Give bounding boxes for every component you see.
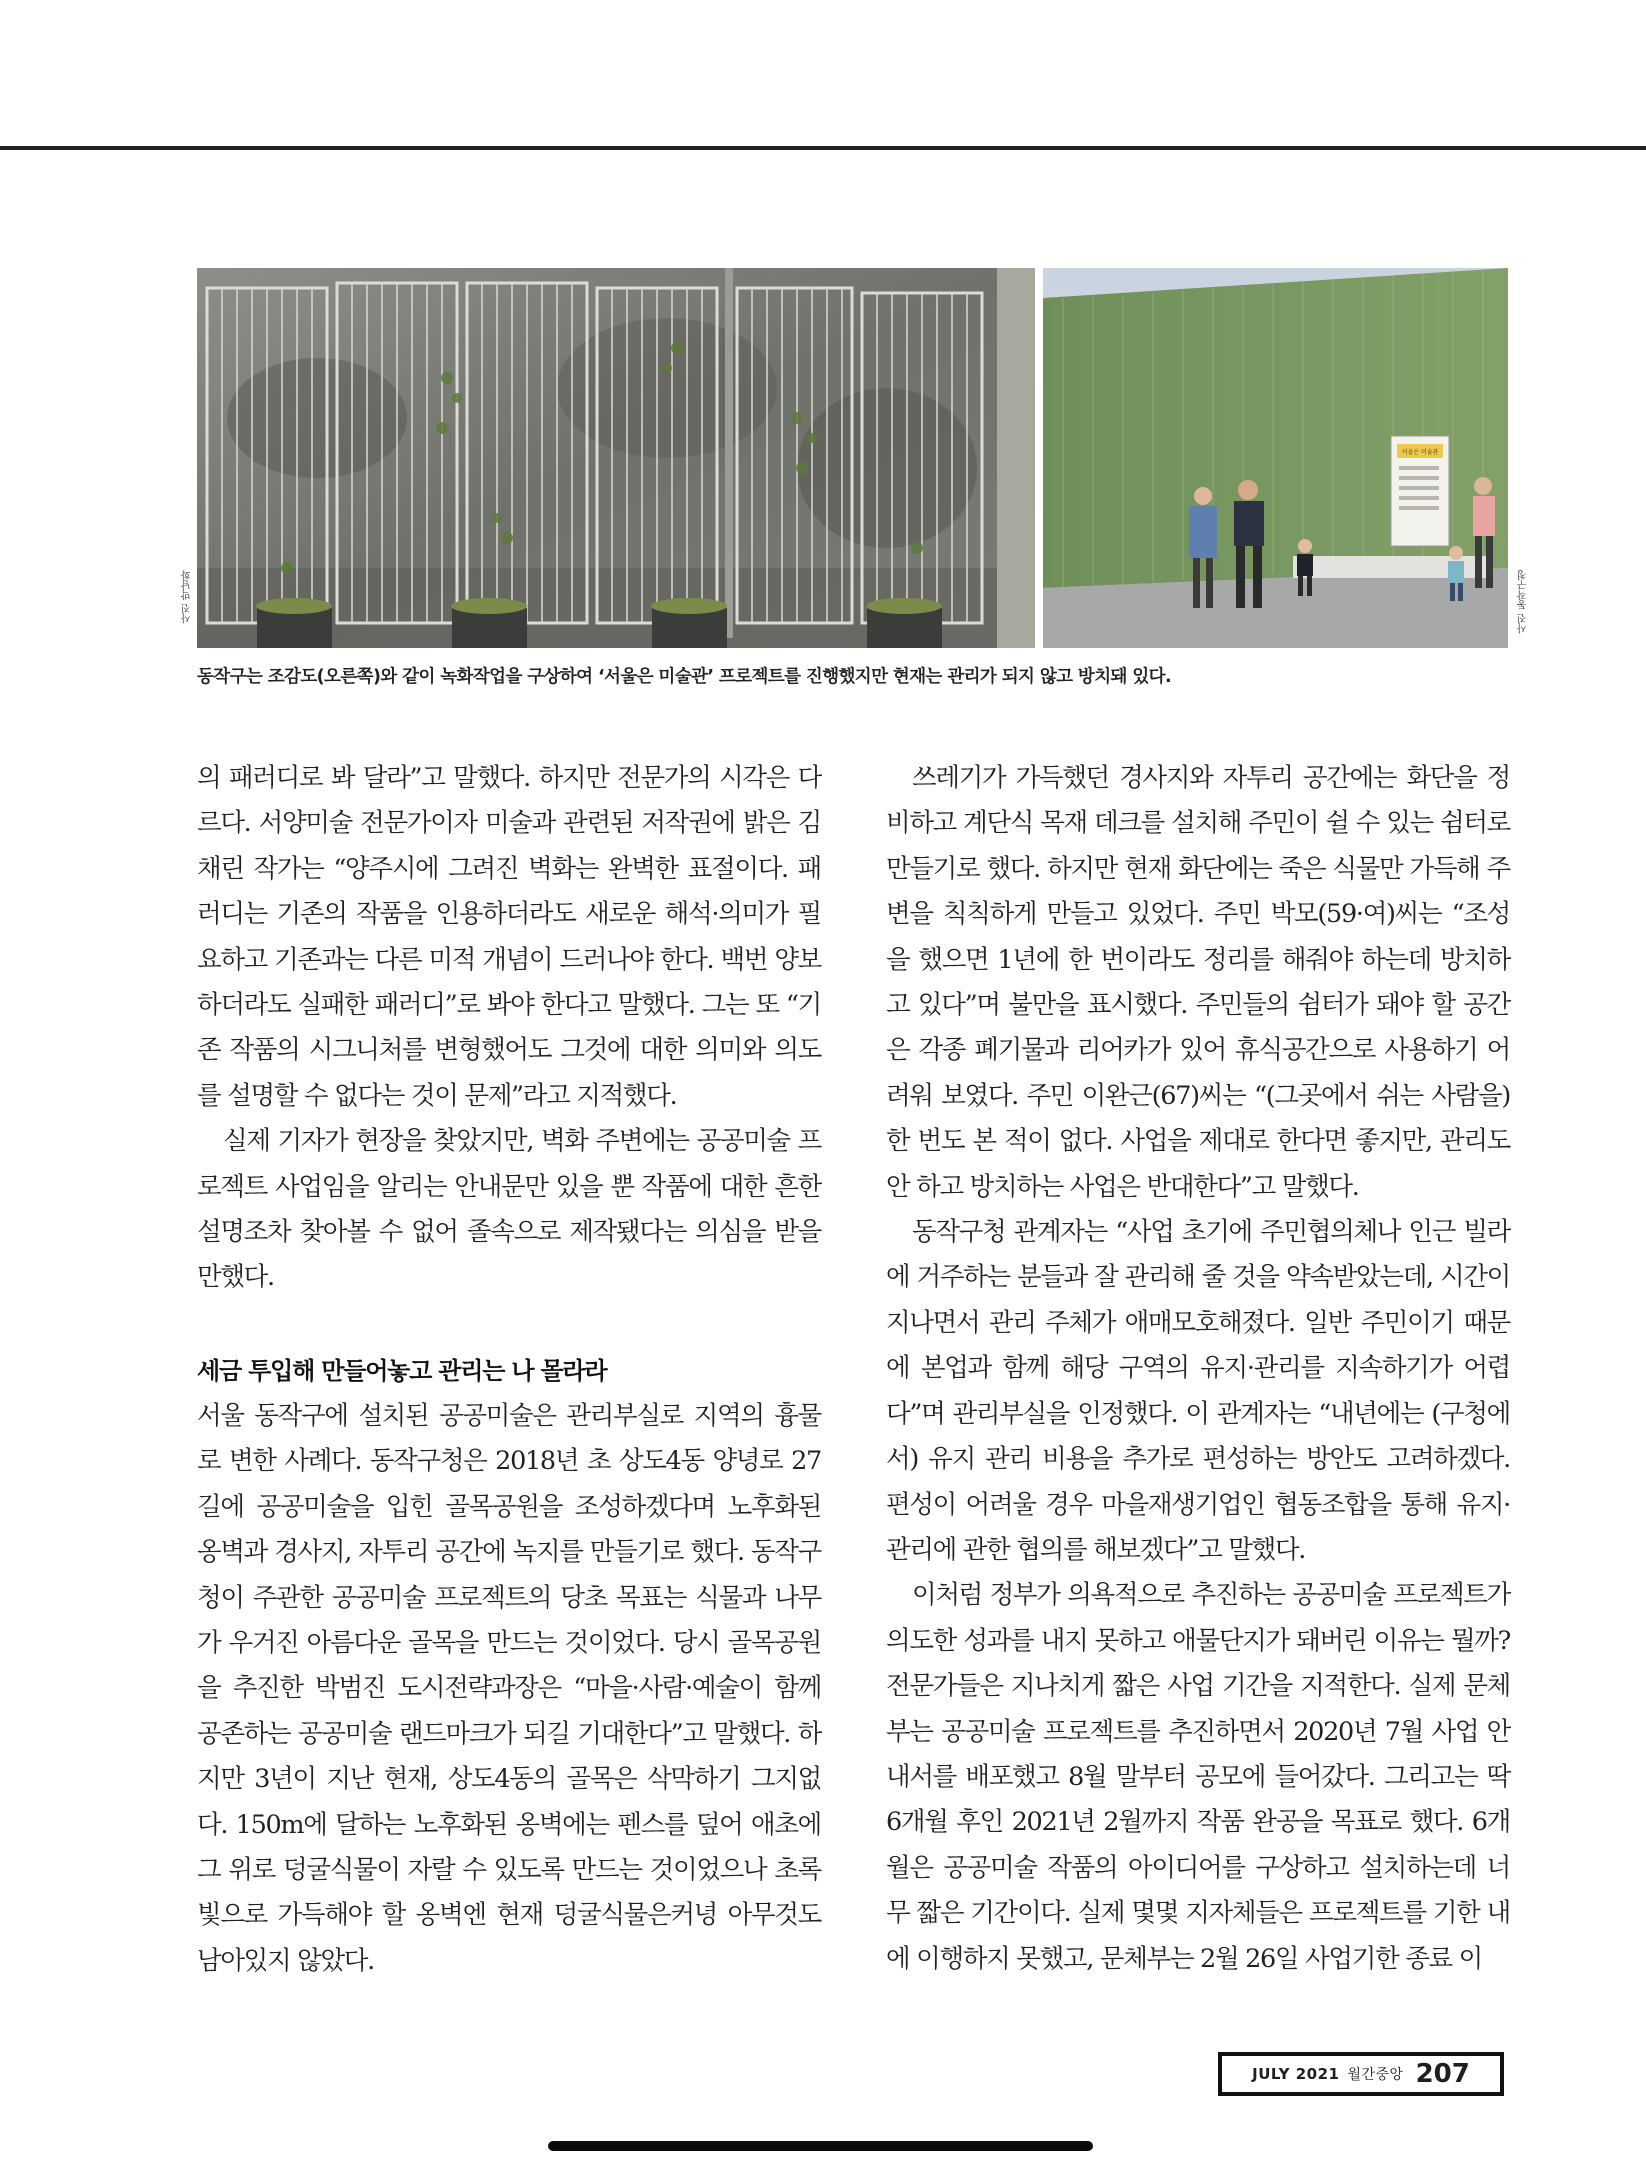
photo-concept-rendering	[1043, 268, 1508, 648]
photo-retaining-wall	[197, 268, 1035, 648]
left-paragraph-3: 서울 동작구에 설치된 공공미술은 관리부실로 지역의 흉물로 변한 사례다. 동작구청은 2018년 초 상도4동 양녕로 27길에 공공미술을 입힌 골목공원을 조성하겠다며 노후화된 옹벽과 경사지, 자투리 공간에 녹지를 만들기로 했다. 동작구청이 주관한 공공미술 프로젝트의 당초 목표는 식물과 나무가 우거진 아름다운 골목을 만드는 것이었다. 당시 골목공원을 추진한 박범진 도시전략과장은 “마을·사람·예술이 함께 공존하는 공공미술 랜드마크가 되길 기대한다”고 말했다. 하지만 3년이 지난 현재, 상도4동의 골목은 삭막하기 그지없다. 150m에 달하는 노후화된 옹벽에는 펜스를 덮어 애초에 그 위로 덩굴식물이 자랄 수 있도록 만드는 것이었으나 초록빛으로 가득해야 할 옹벽엔 현재 덩굴식물은커녕 아무것도 남아있지 않았다.	[197, 1400, 821, 1976]
article-left-column	[197, 756, 821, 1984]
top-rule	[0, 146, 1646, 150]
right-paragraph-3: 이처럼 정부가 의욕적으로 추진하는 공공미술 프로젝트가 의도한 성과를 내지 못하고 애물단지가 돼버린 이유는 뭘까? 전문가들은 지나치게 짧은 사업 기간을 지적한다. 실제 문체부는 공공미술 프로젝트를 추진하면서 2020년 7월 사업 안내서를 배포했고 8월 말부터 공모에 들어갔다. 그리고는 딱 6개월 후인 2021년 2월까지 작품 완공을 목표로 했다. 6개월은 공공미술 작품의 아이디어를 구상하고 설치하는데 너무 짧은 기간이다. 실제 몇몇 지자체들은 프로젝트를 기한 내에 이행하지 못했고, 문체부는 2월 26일 사업기한 종료 이	[886, 1580, 1510, 1974]
right-photo-credit: 사진 동작구청	[1518, 570, 1529, 634]
article-right-column	[886, 756, 1510, 1982]
right-paragraph-2: 동작구청 관계자는 “사업 초기에 주민협의체나 인근 빌라에 거주하는 분들과 잘 관리해 줄 것을 약속받았는데, 시간이 지나면서 관리 주체가 애매모호해졌다. 일반 주민이기 때문에 본업과 함께 해당 구역의 유지·관리를 지속하기가 어렵다”며 관리부실을 인정했다. 이 관계자는 “내년에는 (구청에서) 유지 관리 비용을 추가로 편성하는 방안도 고려하겠다. 편성이 어려울 경우 마을재생기업인 협동조합을 통해 유지·관리에 관한 협의를 해보겠다”고 말했다.	[886, 1217, 1510, 1565]
sign-board-title: 서울은 미술관	[1401, 449, 1439, 456]
folio-issue: JULY 2021	[1252, 2065, 1340, 2083]
section-subhead: 세금 투입해 만들어놓고 관리는 나 몰라라	[197, 1356, 607, 1385]
folio-page-number: 207	[1415, 2059, 1470, 2089]
home-indicator-bar[interactable]	[548, 2141, 1093, 2151]
folio-magazine: 월간중앙	[1347, 2067, 1404, 2083]
page-folio	[1218, 2052, 1504, 2096]
right-paragraph-1: 쓰레기가 가득했던 경사지와 자투리 공간에는 화단을 정비하고 계단식 목재 데크를 설치해 주민이 쉴 수 있는 쉼터로 만들기로 했다. 하지만 현재 화단에는 죽은 식물만 가득해 주변을 칙칙하게 만들고 있었다. 주민 박모(59·여)씨는 “조성을 했으면 1년에 한 번이라도 정리를 해줘야 하는데 방치하고 있다”며 불만을 표시했다. 주민들의 쉼터가 돼야 할 공간은 각종 폐기물과 리어카가 있어 휴식공간으로 사용하기 어려워 보였다. 주민 이완근(67)씨는 “(그곳에서 쉬는 사람을) 한 번도 본 적이 없다. 사업을 제대로 한다면 좋지만, 관리도 안 하고 방치하는 사업은 반대한다”고 말했다.	[886, 763, 1510, 1202]
left-paragraph-2: 실제 기자가 현장을 찾았지만, 벽화 주변에는 공공미술 프로젝트 사업임을 알리는 안내문만 있을 뿐 작품에 대한 흔한 설명조차 찾아볼 수 없어 졸속으로 제작됐다는 의심을 받을 만했다.	[197, 1126, 821, 1293]
left-photo-credit: 사진 박남화	[182, 570, 193, 624]
photo-caption: 동작구는 조감도(오른쪽)와 같이 녹화작업을 구상하여 ‘서울은 미술관’ 프로젝트를 진행했지만 현재는 관리가 되지 않고 방치돼 있다.	[197, 667, 1171, 687]
left-paragraph-1: 의 패러디로 봐 달라”고 말했다. 하지만 전문가의 시각은 다르다. 서양미술 전문가이자 미술과 관련된 저작권에 밝은 김채린 작가는 “양주시에 그려진 벽화는 완벽한 표절이다. 패러디는 기존의 작품을 인용하더라도 새로운 해석·의미가 필요하고 기존과는 다른 미적 개념이 드러나야 한다. 백번 양보하더라도 실패한 패러디”로 봐야 한다고 말했다. 그는 또 “기존 작품의 시그니처를 변형했어도 그것에 대한 의미와 의도를 설명할 수 없다는 것이 문제”라고 지적했다.	[197, 763, 821, 1111]
concept-rendering-image	[1043, 268, 1508, 648]
retaining-wall-image	[197, 268, 1035, 648]
